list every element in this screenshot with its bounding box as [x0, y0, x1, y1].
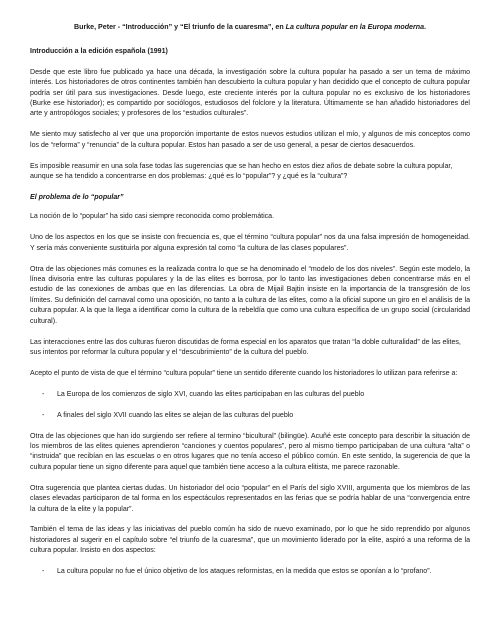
- paragraph: Otra sugerencia que plantea ciertas dudas. Un historiador del ocio “popular” en el París del siglo XVIII, argumenta que los miembros de las clases elevadas participaron de tal forma en los espectáculos representados en las ferias que se podría hablar de una “convergencia entre la cultura de la elite y la popular”.: [30, 484, 470, 513]
- paragraph: Me siento muy satisfecho al ver que una proporción importante de estos nuevos estudios utilizan el mío, y algunos de mis conceptos como los de “reforma” y “renuncia” de la cultura popular. Estos han pasado a ser de uso general, a pesar de ciertos desacuerdos.: [30, 131, 470, 149]
- document-page: [30, 22, 470, 588]
- paragraph: Es imposible reasumir en una sola fase todas las sugerencias que se han hecho en estos diez años de debate sobre la cultura popular, aunque se ha tendido a concentrarse en dos problemas: ¿qué es lo “popular”? y ¿qué es la “cultura”?: [30, 162, 453, 181]
- dash-marker: -: [42, 568, 45, 576]
- section-heading: El problema de lo “popular”: [30, 193, 124, 201]
- list-item-text: La cultura popular no fue el único objetivo de los ataques reformistas, en la medida que estos se oponían a lo “profano”.: [57, 568, 432, 576]
- title-prefix: Burke, Peter - “Introducción” y “El triunfo de la cuaresma”, en: [73, 23, 286, 31]
- dash-marker: -: [42, 390, 45, 398]
- list-item: [30, 411, 470, 421]
- paragraph: Otra de las objeciones que han ido surgiendo ser refiere al termino “bicultural” (bilingüe). Acuñé este concepto para describir la situación de los miembros de las elites quienes aprendieron “canciones y cuentos populares”, pero al mismo tiempo participaban de una cultura “alta” o “instruida” que recibían en las escuelas o en otros lugares que no tenía acceso el público común. En este sentido, la sugerencia de que la cultura popular tiene un signo diferente para aquel que también tiene acceso a la cultura elitista, me parece razonable.: [30, 432, 470, 471]
- bullet-list: [30, 390, 470, 421]
- paragraph: Uno de los aspectos en los que se insiste con frecuencia es, que el término “cultura popular” nos da una falsa impresión de homogeneidad. Y sería más conveniente sustituirla por alguna expresión tal como “la cultura de las clases populares”.: [30, 234, 470, 252]
- dash-marker: -: [42, 411, 45, 419]
- list-item-text: A finales del siglo XVII cuando las elites se alejan de las culturas del pueblo: [57, 411, 294, 419]
- document-title: [30, 22, 470, 32]
- bullet-list: [30, 567, 470, 577]
- list-item-text: La Europa de los comienzos de siglo XVI, cuando las elites participaban en las culturas del pueblo: [57, 390, 365, 398]
- list-item: [30, 567, 470, 577]
- title-book-name: La cultura popular en la Europa moderna: [285, 23, 425, 31]
- paragraph: Desde que este libro fue publicado ya hace una década, la investigación sobre la cultura popular ha pasado a ser un tema de máximo interés. Los historiadores de otros continentes también han descubierto la cultura popular y han decidido que el concepto de cultura popular podría ser útil para sus investigaciones. Desde luego, este creciente interés por la cultura popular no es exclusivo de los historiadores (Burke ese historiador); es compartido por sociólogos, estudiosos del folclore y la literatura. Últimamente se han añadido historiadores del arte y antropólogos sociales; y profesores de los “estudios culturales”.: [30, 68, 470, 118]
- paragraph: Acepto el punto de vista de que el término “cultura popular” tiene un sentido diferente cuando los historiadores lo utilizan para referirse a:: [30, 369, 458, 377]
- list-item: [30, 390, 470, 400]
- paragraph: La noción de lo “popular” ha sido casi siempre reconocida como problemática.: [30, 213, 275, 221]
- title-suffix: .: [424, 23, 427, 31]
- intro-heading: Introducción a la edición española (1991): [30, 48, 168, 56]
- paragraph: Las interacciones entre las dos culturas fueron discutidas de forma especial en los aparatos que tratan “la doble culturalidad” de las elites, sus intentos por reformar la cultura popular y el “descubrimiento” de la cultura del pueblo.: [30, 338, 461, 356]
- paragraph: También el tema de las ideas y las iniciativas del pueblo común ha sido de nuevo examinado, por lo que he sido reprendido por algunos historiadores al sugerir en el capítulo sobre “el triunfo de la cuaresma”, que un movimiento liderado por la elite, aspiró a una reforma de la cultura popular. Insisto en dos aspectos:: [30, 526, 470, 555]
- paragraph: Otra de las objeciones más comunes es la realizada contra lo que se ha denominado el “modelo de los dos niveles”. Según este modelo, la línea divisoria entre las culturas populares y la de las elites es borrosa, por lo tanto las investigaciones deben concentrarse más en el estudio de las conexiones de ambas que en las diferencias. La obra de Mijail Bajtin insiste en la importancia de la transgresión de los límites. Su definición del carnaval como una oposición, no tanto a la cultura de las elites, como a la oficial supone un giro en el análisis de la cultura popular. A la que la llega a identificar como la cultura de la rebeldía que como una cultura específica de un grupo social (circularidad cultural).: [30, 265, 470, 325]
